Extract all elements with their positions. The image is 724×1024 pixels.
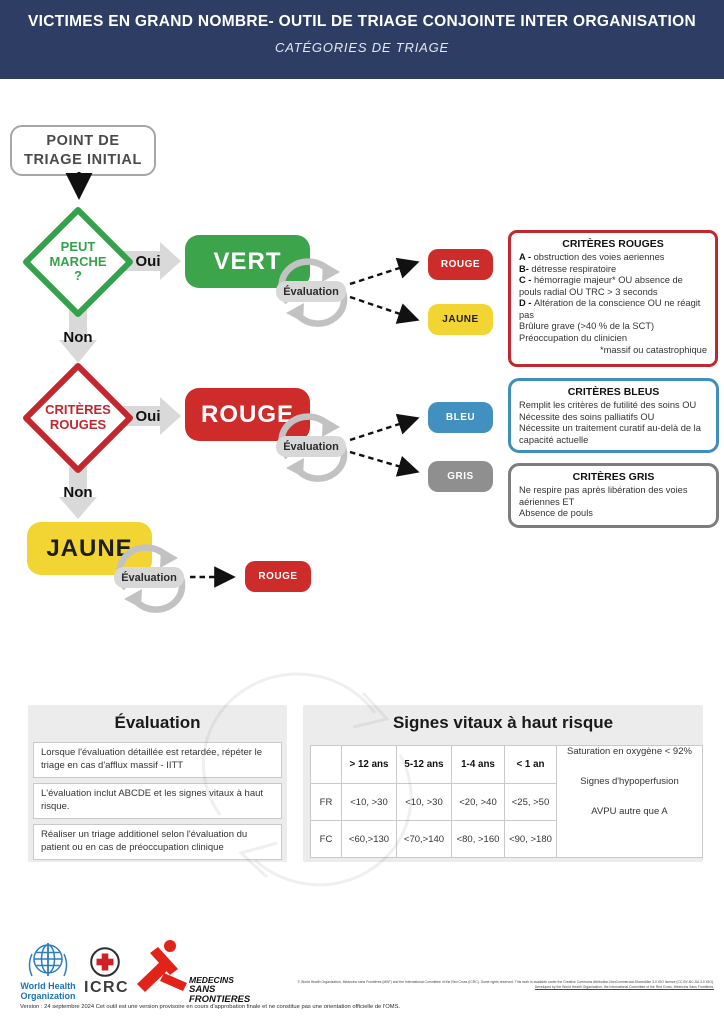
evaluation-label: Évaluation [276,436,346,457]
col-header: 1-4 ans [452,746,505,784]
who-label-line2: Organization [20,990,76,1001]
criteres-gris-title: CRITÈRES GRIS [572,471,655,483]
dashed-arrow-rouge-bleu [350,419,415,440]
tag-jaune: JAUNE [428,304,493,335]
decision-line3: ? [74,268,82,284]
table-cell: <60,>130 [342,821,397,858]
who-emblem-icon [26,940,70,982]
oui-label-2: Oui [135,408,161,425]
critere-line: Remplit les critères de futilité des soins OU [519,400,697,410]
non-label-1: Non [63,329,93,346]
critere-line: Ne respire pas après libération des voies aériennes ET [519,485,688,507]
evaluation-cycle-3 [106,542,196,614]
icrc-label: ICRC [84,979,130,996]
category-jaune-box: JAUNE [27,522,152,575]
table-cell: <10, >30 [397,784,452,821]
evaluation-panel [28,705,287,862]
col-header: > 12 ans [342,746,397,784]
category-rouge-box: ROUGE [185,388,310,441]
decision-line2: MARCHE [49,253,107,269]
critere-line: Nécessite un traitement curatif au-delà de la capacité actuelle [519,423,701,445]
critere-line: B- détresse respiratoire [519,263,617,274]
evaluation-rule: Réaliser un triage additionel selon l'évaluation du patient ou en cas de préoccupation clinique [33,824,282,860]
critere-line: D - Altération de la conscience OU ne réagit pas [519,298,701,320]
evaluation-label: Évaluation [276,281,346,302]
icrc-logo [84,946,130,997]
start-node-line1: POINT DE [46,133,120,150]
vital-signs-title: Signes vitaux à haut risque [392,713,614,732]
version-note: Version : 24 septembre 2024 Cet outil est une version provisoire en cours d'approbation finale et ne constitue pas une orientation officielle de l'OMS. [20,1004,401,1010]
evaluation-rule: Lorsque l'évaluation détaillée est retardée, répéter le triage en cas d'afflux massif - IITT [33,742,282,778]
who-label-line1: World Health [20,981,76,991]
evaluation-rule: L'évaluation inclut ABCDE et les signes vitaux à haut risque. [33,783,282,819]
criteres-rouges-box [508,230,718,367]
row-label: FC [311,821,342,858]
critere-line: A - obstruction des voies aeriennes [519,252,665,262]
vital-signs-notes [557,746,703,858]
copyright-block [298,980,714,991]
copyright-line2: Developed by the World Health Organization, the International Committee of the Red Cross, Médecins Sans Frontières. [534,985,714,990]
decision-red-line1: CRITÈRES [45,402,111,418]
table-cell: <80, >160 [452,821,505,858]
category-vert-box: VERT [185,235,310,288]
critere-line: Brûlure grave (>40 % de la SCT) [519,321,655,332]
critere-line: C - hémorragie majeur* OU absence de pouls radial OU TRC > 3 seconds [519,275,683,297]
evaluation-panel-title: Évaluation [114,713,201,732]
decision-peut-marcher [20,204,136,320]
table-cell: <90, >180 [505,821,557,858]
criteres-rouges-title: CRITÈRES ROUGES [562,238,664,250]
dashed-arrow-vert-rouge [350,263,415,284]
decision-criteres-rouges [20,360,136,476]
critere-line: Absence de pouls [519,508,593,519]
critere-line: Nécessite des soins palliatifs OU [519,411,655,422]
criteres-bleus-title: CRITÈRES BLEUS [567,386,660,398]
dashed-arrow-vert-jaune [350,297,415,319]
critere-line: Préoccupation du clinicien [519,332,628,343]
decision-red-line2: ROUGES [49,417,107,432]
msf-figure-icon [133,938,191,998]
who-logo [12,940,84,1002]
corner-cell [311,746,342,784]
col-header: < 1 an [505,746,557,784]
vital-signs-panel [303,705,703,862]
table-cell: <20, >40 [452,784,505,821]
col-header: 5-12 ans [397,746,452,784]
evaluation-label: Évaluation [114,567,184,588]
msf-label-line1: MEDECINS [189,975,234,985]
msf-label-line2: SANS FRONTIERES [189,983,251,1005]
page-title: VICTIMES EN GRAND NOMBRE- OUTIL DE TRIAGE CONJOINTE INTER ORGANISATION [27,13,696,30]
icrc-emblem-icon [89,946,121,978]
table-cell: <70,>140 [397,821,452,858]
criteres-rouges-footnote: *massif ou catastrophique [600,345,707,356]
row-label: FR [311,784,342,821]
page-subtitle: CATÉGORIES DE TRIAGE [275,40,449,55]
dashed-arrow-rouge-gris [350,452,415,471]
start-node-line2: TRIAGE INITIAL [24,151,142,168]
evaluation-cycle-2 [268,411,358,483]
tag-rouge-secondary: ROUGE [245,561,311,592]
tag-rouge: ROUGE [428,249,493,280]
note-line: Signes d'hypoperfusion [580,776,679,787]
msf-logo [133,938,255,1005]
criteres-bleus-box [508,378,719,453]
decision-line1: PEUT [60,238,96,254]
tag-gris: GRIS [428,461,493,492]
oui-label-1: Oui [135,253,161,270]
copyright-line1: © World Health Organization, Médecins sans Frontières (MSF) and the International Committee of the Red Cross (ICRC). Some rights reserved. This work is available under the Creative Commons Attribution-NonCommercial-ShareAlike 3.0 IGO licence (CC BY-NC-SA 3.0 IGO). [297,980,714,984]
criteres-gris-box [508,463,719,528]
note-line: Saturation en oxygène < 92% [567,746,692,757]
vital-signs-table [310,745,703,858]
tag-bleu: BLEU [428,402,493,433]
note-line: AVPU autre que A [591,806,668,817]
table-cell: <10, >30 [342,784,397,821]
table-cell: <25, >50 [505,784,557,821]
evaluation-cycle-1 [268,256,358,328]
non-label-2: Non [63,484,93,501]
